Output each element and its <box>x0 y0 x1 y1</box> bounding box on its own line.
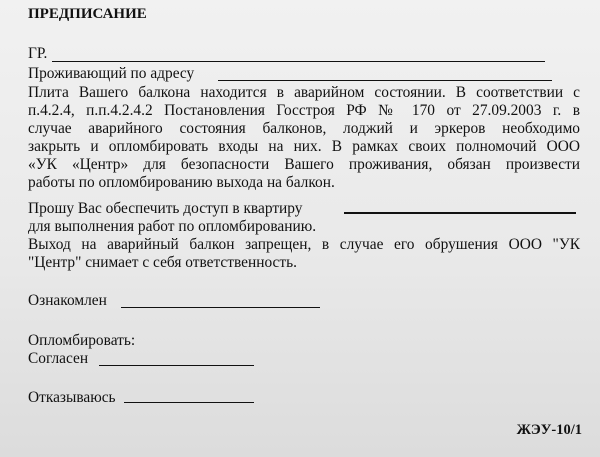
access-request-tail: для выполнения работ по опломбированию. <box>28 218 317 235</box>
address-blank <box>218 80 552 81</box>
agree-label: Согласен <box>28 350 89 367</box>
document-title: ПРЕДПИСАНИЕ <box>28 6 147 22</box>
apartment-blank <box>344 212 576 214</box>
body-line-2: п.4.2.4, п.п.4.2.4.2 Постановления Госстроя РФ № 170 от 27.09.2003 г. в <box>28 102 580 119</box>
refuse-signature-blank <box>124 402 254 403</box>
agree-signature-blank <box>99 365 254 366</box>
acquainted-label: Ознакомлен <box>28 292 107 309</box>
form-code: ЖЭУ-10/1 <box>516 422 582 438</box>
body-line-6: работы по опломбированию выхода на балкон. <box>28 174 335 191</box>
acquainted-signature-blank <box>121 307 320 308</box>
warning-line-2: "Центр" снимает с себя ответственность. <box>28 254 297 271</box>
refuse-label: Отказываюсь <box>28 389 116 406</box>
body-line-4: закрыть и опломбировать входы на них. В рамках своих полномочий ООО <box>28 138 580 155</box>
warning-line-1: Выход на аварийный балкон запрещен, в случае его обрушения ООО "УК <box>28 236 580 253</box>
citizen-name-blank <box>52 61 545 62</box>
body-line-5: «УК «Центр» для безопасности Вашего проживания, обязан произвести <box>28 156 580 173</box>
citizen-label: ГР. <box>28 45 48 62</box>
body-line-1: Плита Вашего балкона находится в аварийном состоянии. В соответствии с <box>28 84 580 101</box>
body-line-3: случае аварийного состояния балконов, лоджий и эркеров необходимо <box>28 120 580 137</box>
address-label: Проживающий по адресу <box>28 65 195 82</box>
access-request-label: Прошу Вас обеспечить доступ в квартиру <box>28 200 303 217</box>
seal-label: Опломбировать: <box>28 332 136 349</box>
